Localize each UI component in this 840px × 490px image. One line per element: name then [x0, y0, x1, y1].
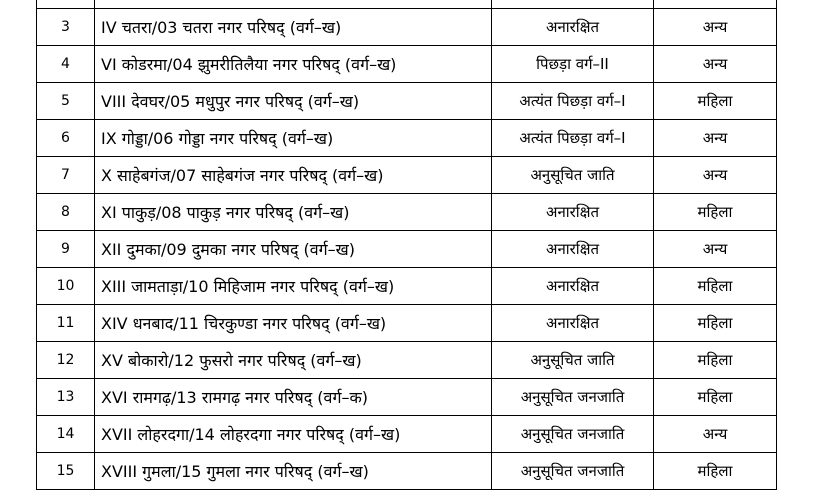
gender-category-cell: अन्य: [654, 231, 777, 268]
reservation-table: [36, 0, 777, 490]
municipality-name-cell: XV बोकारो/12 फुसरो नगर परिषद् (वर्ग–ख): [95, 342, 492, 379]
gender-category-cell: महिला: [654, 305, 777, 342]
municipality-name-cell: X साहेबगंज/07 साहेबगंज नगर परिषद् (वर्ग–ख): [95, 157, 492, 194]
reservation-table-body: [37, 0, 777, 490]
serial-number-cell: 3: [37, 9, 95, 46]
reservation-category-cell: अनुसूचित जनजाति: [492, 379, 654, 416]
municipality-name-cell: IX गोड्डा/06 गोड्डा नगर परिषद् (वर्ग–ख): [95, 120, 492, 157]
reservation-category-cell: अनुसूचित जनजाति: [492, 453, 654, 490]
reservation-category-cell: अत्यंत पिछड़ा वर्ग–I: [492, 120, 654, 157]
serial-number-cell: 11: [37, 305, 95, 342]
reservation-category-cell: अनारक्षित: [492, 268, 654, 305]
reservation-category-cell: अनुसूचित जाति: [492, 157, 654, 194]
gender-category-cell: अन्य: [654, 46, 777, 83]
gender-category-cell: [654, 0, 777, 9]
gender-category-cell: महिला: [654, 194, 777, 231]
table-row: [37, 379, 777, 416]
table-row: [37, 0, 777, 9]
gender-category-cell: अन्य: [654, 9, 777, 46]
municipality-name-cell: XI पाकुड़/08 पाकुड़ नगर परिषद् (वर्ग–ख): [95, 194, 492, 231]
gender-category-cell: अन्य: [654, 120, 777, 157]
reservation-category-cell: अनारक्षित: [492, 9, 654, 46]
municipality-name-cell: XVII लोहरदगा/14 लोहरदगा नगर परिषद् (वर्ग–ख): [95, 416, 492, 453]
municipality-name-cell: IV चतरा/03 चतरा नगर परिषद् (वर्ग–ख): [95, 9, 492, 46]
gender-category-cell: अन्य: [654, 416, 777, 453]
reservation-category-cell: अनुसूचित जाति: [492, 342, 654, 379]
municipality-name-cell: XVIII गुमला/15 गुमला नगर परिषद् (वर्ग–ख): [95, 453, 492, 490]
reservation-category-cell: अनारक्षित: [492, 194, 654, 231]
municipality-name-cell: [95, 0, 492, 9]
table-row: [37, 305, 777, 342]
table-row: [37, 231, 777, 268]
municipality-name-cell: XII दुमका/09 दुमका नगर परिषद् (वर्ग–ख): [95, 231, 492, 268]
municipality-name-cell: XIII जामताड़ा/10 मिहिजाम नगर परिषद् (वर्ग–ख): [95, 268, 492, 305]
municipality-name-cell: XVI रामगढ़/13 रामगढ़ नगर परिषद् (वर्ग–क): [95, 379, 492, 416]
table-row: [37, 120, 777, 157]
serial-number-cell: 12: [37, 342, 95, 379]
reservation-category-cell: अनारक्षित: [492, 231, 654, 268]
table-row: [37, 9, 777, 46]
reservation-category-cell: अत्यंत पिछड़ा वर्ग–I: [492, 83, 654, 120]
serial-number-cell: 15: [37, 453, 95, 490]
gender-category-cell: महिला: [654, 83, 777, 120]
serial-number-cell: [37, 0, 95, 9]
gender-category-cell: महिला: [654, 342, 777, 379]
municipality-name-cell: VIII देवघर/05 मधुपुर नगर परिषद् (वर्ग–ख): [95, 83, 492, 120]
gender-category-cell: महिला: [654, 379, 777, 416]
reservation-category-cell: [492, 0, 654, 9]
municipality-name-cell: VI कोडरमा/04 झुमरीतिलैया नगर परिषद् (वर्ग–ख): [95, 46, 492, 83]
table-row: [37, 342, 777, 379]
serial-number-cell: 14: [37, 416, 95, 453]
serial-number-cell: 7: [37, 157, 95, 194]
serial-number-cell: 4: [37, 46, 95, 83]
table-row: [37, 453, 777, 490]
reservation-category-cell: अनुसूचित जनजाति: [492, 416, 654, 453]
table-row: [37, 157, 777, 194]
table-row: [37, 194, 777, 231]
gender-category-cell: अन्य: [654, 157, 777, 194]
serial-number-cell: 8: [37, 194, 95, 231]
serial-number-cell: 5: [37, 83, 95, 120]
serial-number-cell: 13: [37, 379, 95, 416]
table-row: [37, 83, 777, 120]
reservation-category-cell: अनारक्षित: [492, 305, 654, 342]
serial-number-cell: 6: [37, 120, 95, 157]
serial-number-cell: 9: [37, 231, 95, 268]
gender-category-cell: महिला: [654, 268, 777, 305]
table-row: [37, 416, 777, 453]
municipality-name-cell: XIV धनबाद/11 चिरकुण्डा नगर परिषद् (वर्ग–ख): [95, 305, 492, 342]
gender-category-cell: महिला: [654, 453, 777, 490]
table-row: [37, 268, 777, 305]
serial-number-cell: 10: [37, 268, 95, 305]
table-row: [37, 46, 777, 83]
reservation-category-cell: पिछड़ा वर्ग–II: [492, 46, 654, 83]
